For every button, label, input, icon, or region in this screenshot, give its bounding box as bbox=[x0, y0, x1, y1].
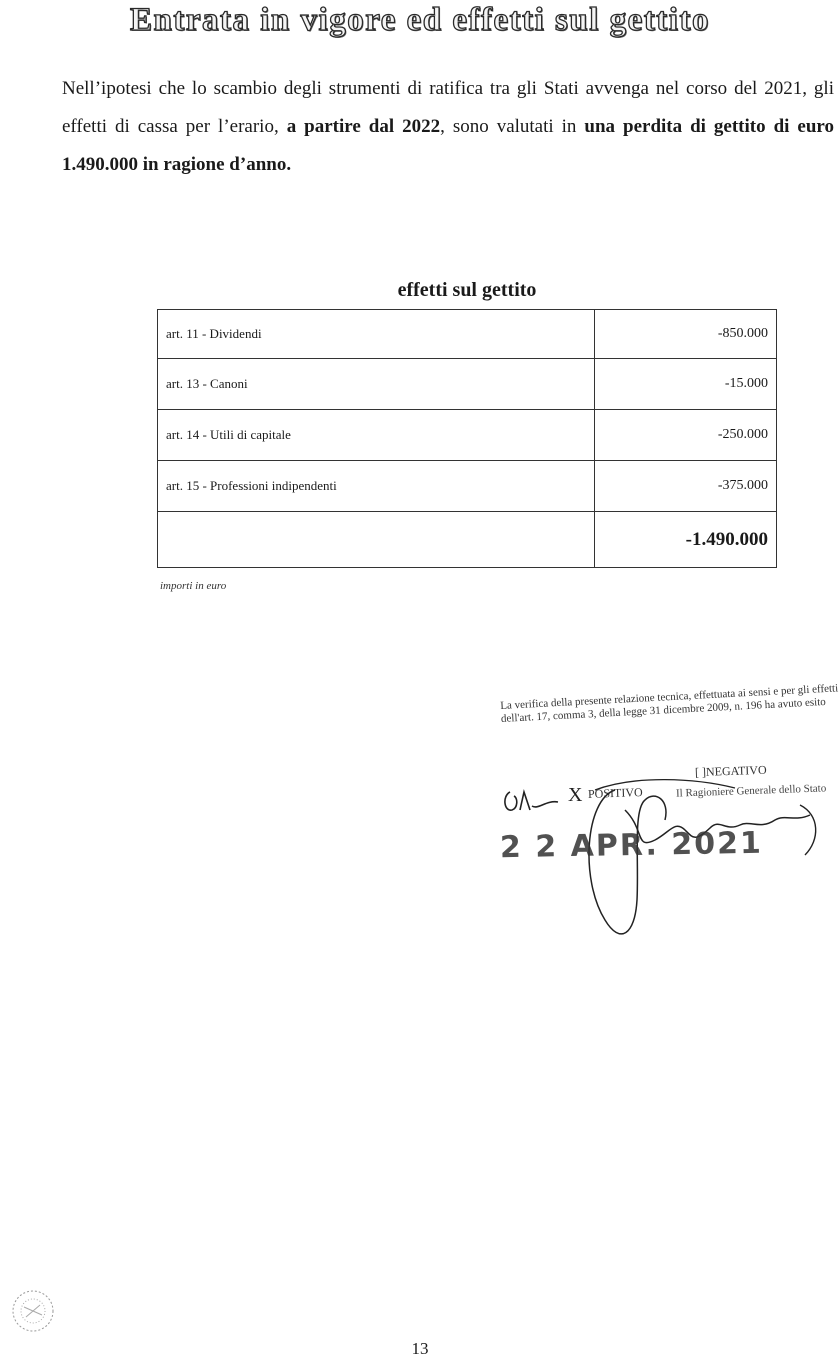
row-label: art. 13 - Canoni bbox=[158, 359, 595, 410]
seal-emblem-icon bbox=[2, 1285, 64, 1342]
page-title: Entrata in vigore ed effetti sul gettito bbox=[130, 2, 710, 38]
page-number: 13 bbox=[411, 1339, 429, 1358]
row-value: -375.000 bbox=[595, 461, 777, 512]
row-label: art. 11 - Dividendi bbox=[158, 310, 595, 359]
table-row bbox=[158, 461, 777, 512]
verification-stamp-text: La verifica della presente relazione tecnica, effettuata ai sensi e per gli effetti dell'art. 17, comma 3, della legge 31 dicembre 2009, n. 196 ha avuto esito bbox=[500, 682, 839, 725]
table-row bbox=[158, 410, 777, 461]
row-value: -850.000 bbox=[595, 310, 777, 359]
positive-checkbox-mark: X bbox=[568, 784, 583, 806]
total-value: -1.490.000 bbox=[595, 512, 777, 568]
row-label: art. 14 - Utili di capitale bbox=[158, 410, 595, 461]
total-row bbox=[158, 512, 777, 568]
positive-label: POSITIVO bbox=[587, 785, 643, 801]
paragraph-bold-2: una perdita di gettito di euro 1.490.000 in ragione d’anno. bbox=[62, 116, 835, 175]
revenue-effects-table bbox=[157, 309, 777, 568]
total-label-cell bbox=[158, 512, 595, 568]
initials-scribble bbox=[500, 780, 570, 825]
amounts-note: importi in euro bbox=[160, 580, 227, 592]
intro-paragraph bbox=[62, 70, 834, 184]
row-value: -15.000 bbox=[595, 359, 777, 410]
row-value: -250.000 bbox=[595, 410, 777, 461]
negative-label: [ ]NEGATIVO bbox=[694, 762, 767, 780]
paragraph-text-1: Nell’ipotesi che lo scambio degli strumenti di ratifica tra gli Stati avvenga nel corso del 2021, gli effetti di cassa per l’erario, bbox=[62, 78, 834, 137]
paragraph-text-2: , sono valutati in bbox=[440, 116, 585, 137]
row-label: art. 15 - Professioni indipendenti bbox=[158, 461, 595, 512]
table-row bbox=[158, 359, 777, 410]
date-stamp: 2 2 APR. 2021 bbox=[499, 825, 764, 866]
signatory-caption: Il Ragioniere Generale dello Stato bbox=[675, 782, 827, 800]
table-row bbox=[158, 310, 777, 359]
paragraph-bold-1: a partire dal 2022 bbox=[286, 116, 441, 137]
table-title: effetti sul gettito bbox=[397, 279, 537, 301]
